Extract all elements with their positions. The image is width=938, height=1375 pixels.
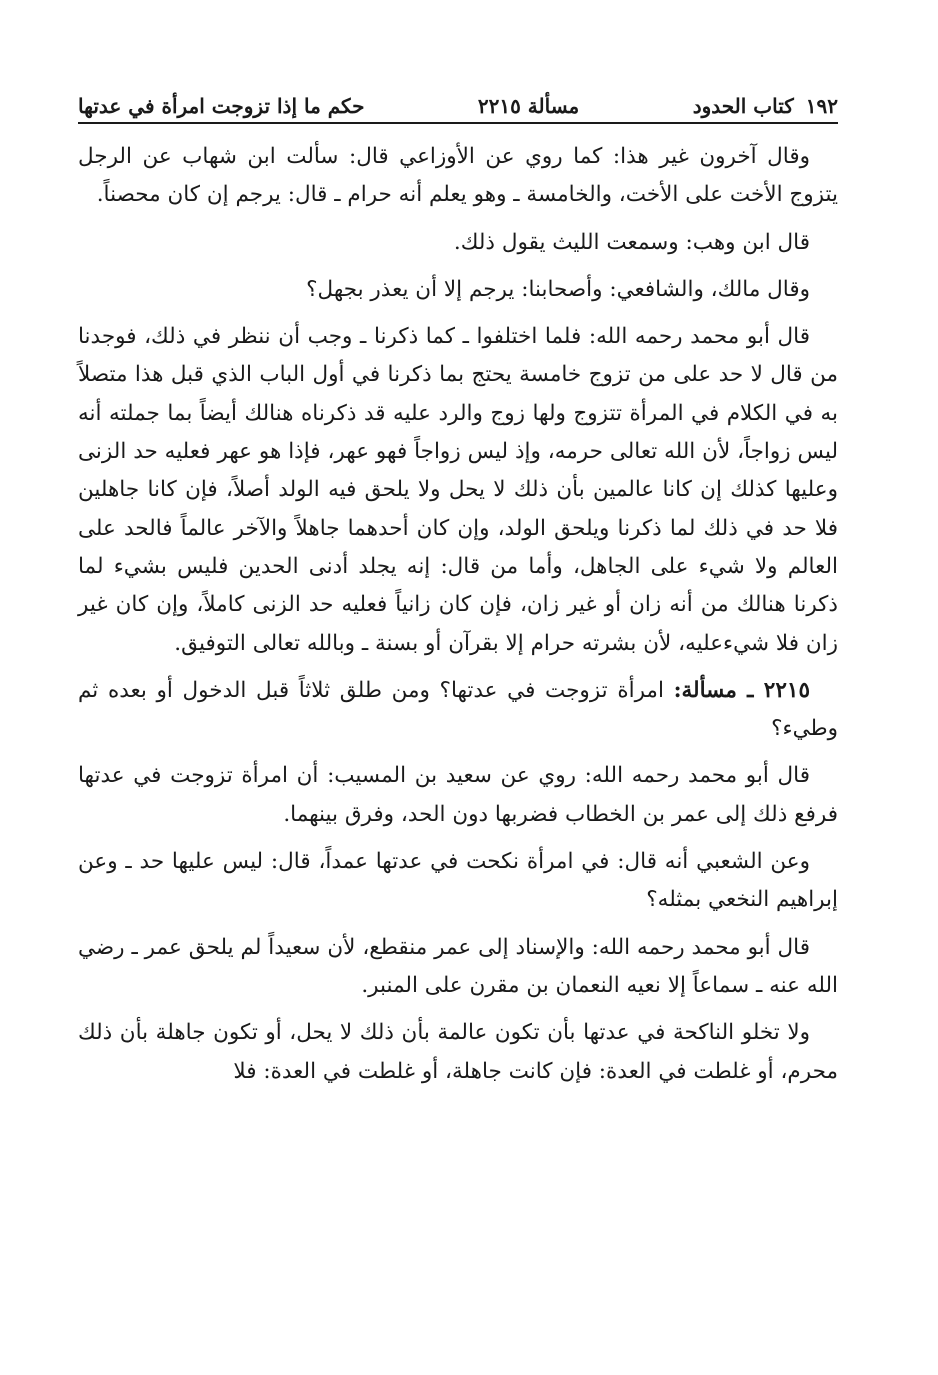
- chapter-title: حكم ما إذا تزوجت امرأة في عدتها: [78, 94, 365, 118]
- paragraph: قال أبو محمد رحمه الله: فلما اختلفوا ـ كما ذكرنا ـ وجب أن ننظر في ذلك، فوجدنا من قال لا حد على من تزوج خامسة يحتج بما ذكرنا في أول الباب الذي قبل هذا متصلاً به في الكلام في المرأة تتزوج ولها زوج والرد عليه قد ذكرناه هنالك أيضاً بما جملته أنه ليس زواجاً، لأن الله تعالى حرمه، وإذ ليس زواجاً فهو عهر، فإذا هو عهر فعليه حد الزنى وعليها كذلك إن كانا عالمين بأن ذلك لا يحل ولا يلحق فيه الولد أصلاً، فإن كانا جاهلين فلا حد في ذلك لما ذكرنا ويلحق الولد، وإن كان أحدهما جاهلاً والآخر عالماً فالحد على العالم ولا شيء على الجاهل، وأما من قال: إنه يجلد أدنى الحدين فليس بشيء لما ذكرنا هنالك من أنه زان أو غير زان، فإن كان زانياً فعليه حد الزنى كاملاً، وإن كان غير زان فلا شيءعليه، لأن بشرته حرام إلا بقرآن أو بسنة ـ وبالله تعالى التوفيق.: [78, 324, 838, 656]
- paragraph: وعن الشعبي أنه قال: في امرأة نكحت في عدتها عمداً، قال: ليس عليها حد ـ وعن إبراهيم النخعي بمثله؟: [78, 849, 838, 913]
- paragraph: وقال آخرون غير هذا: كما روي عن الأوزاعي قال: سألت ابن شهاب عن الرجل يتزوج الأخت على الأخت، والخامسة ـ وهو يعلم أنه حرام ـ قال: يرجم إن كان محصناً.: [78, 144, 838, 208]
- page-header: [78, 78, 838, 124]
- paragraph: وقال مالك، والشافعي: وأصحابنا: يرجم إلا أن يعذر بجهل؟: [306, 276, 810, 302]
- issue-number: مسألة ٢٢١٥: [477, 94, 580, 118]
- issue-paragraph: [78, 672, 838, 749]
- issue-text: امرأة تزوجت في عدتها؟ ومن طلق ثلاثاً قبل الدخول أو بعده ثم وطيء؟: [78, 677, 838, 742]
- paragraph: قال أبو محمد رحمه الله: روي عن سعيد بن المسيب: أن امرأة تزوجت في عدتها فرفع ذلك إلى عمر بن الخطاب فضربها دون الحد، وفرق بينهما.: [78, 763, 838, 827]
- page-number: ١٩٢: [805, 94, 838, 118]
- issue-label: ٢٢١٥ ـ مسألة:: [673, 677, 810, 703]
- paragraph: قال أبو محمد رحمه الله: والإسناد إلى عمر منقطع، لأن سعيداً لم يلحق عمر ـ رضي الله عنه ـ سماعاً إلا نعيه النعمان بن مقرن على المنبر.: [78, 934, 838, 998]
- page-body: [78, 138, 838, 1091]
- book-page: [78, 78, 838, 1100]
- paragraph: قال ابن وهب: وسمعت الليث يقول ذلك.: [453, 229, 810, 255]
- paragraph: ولا تخلو الناكحة في عدتها بأن تكون عالمة بأن ذلك لا يحل، أو تكون جاهلة بأن ذلك محرم، أو غلطت في العدة: فإن كانت جاهلة، أو غلطت في العدة: فلا: [78, 1020, 838, 1084]
- header-right: [693, 94, 838, 118]
- book-title: كتاب الحدود: [692, 94, 794, 118]
